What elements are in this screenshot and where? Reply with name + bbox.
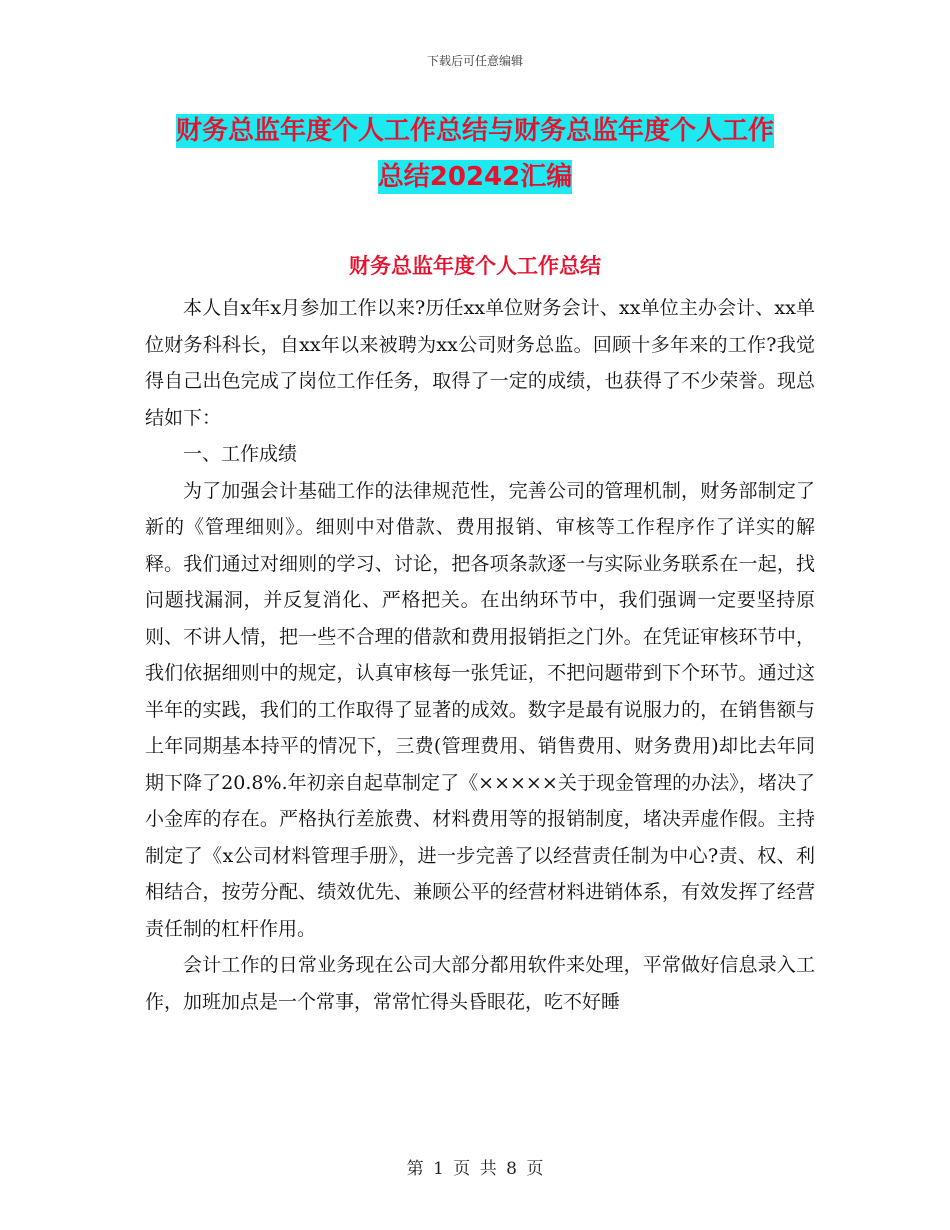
heading-work-results: 一、工作成绩: [183, 443, 298, 465]
paragraph-daily-work: 会计工作的日常业务现在公司大部分都用软件来处理，平常做好信息录入工作，加班加点是一个常事，常常忙得头昏眼花，吃不好睡: [145, 954, 815, 1013]
document-title: [100, 108, 850, 200]
section-title: 财务总监年度个人工作总结: [349, 254, 601, 278]
paragraph-intro: 本人自x年x月参加工作以来?历任xx单位财务会计、xx单位主办会计、xx单位财务科科长，自xx年以来被聘为xx公司财务总监。回顾十多年来的工作?我觉得自己出色完成了岗位工作任务，取得了一定的成绩，也获得了不少荣誉。现总结如下：: [145, 297, 815, 429]
body-text: [145, 290, 815, 1020]
page-number-footer: 第 1 页 共 8 页: [406, 1159, 544, 1179]
document-title-line-1: 财务总监年度个人工作总结与财务总监年度个人工作: [175, 116, 774, 146]
document-title-line-2: 总结20242汇编: [377, 162, 573, 192]
paragraph-work-results: 为了加强会计基础工作的法律规范性，完善公司的管理机制，财务部制定了新的《管理细则》。细则中对借款、费用报销、审核等工作程序作了详实的解释。我们通过对细则的学习、讨论，把各项条款逐一与实际业务联系在一起，找问题找漏洞，并反复消化、严格把关。在出纳环节中，我们强调一定要坚持原则、不讲人情，把一些不合理的借款和费用报销拒之门外。在凭证审核环节中，我们依据细则中的规定，认真审核每一张凭证，不把问题带到下个环节。通过这半年的实践，我们的工作取得了显著的成效。数字是最有说服力的，在销售额与上年同期基本持平的情况下，三费(管理费用、销售费用、财务费用)却比去年同期下降了20.8%.年初亲自起草制定了《×××××关于现金管理的办法》，堵决了小金库的存在。严格执行差旅费、材料费用等的报销制度，堵决弄虚作假。主持制定了《x公司材料管理手册》，进一步完善了以经营责任制为中心?责、权、利相结合，按劳分配、绩效优先、兼顾公平的经营材料进销体系，有效发挥了经营责任制的杠杆作用。: [145, 479, 815, 940]
page-header-note: 下载后可任意编辑: [426, 54, 523, 68]
